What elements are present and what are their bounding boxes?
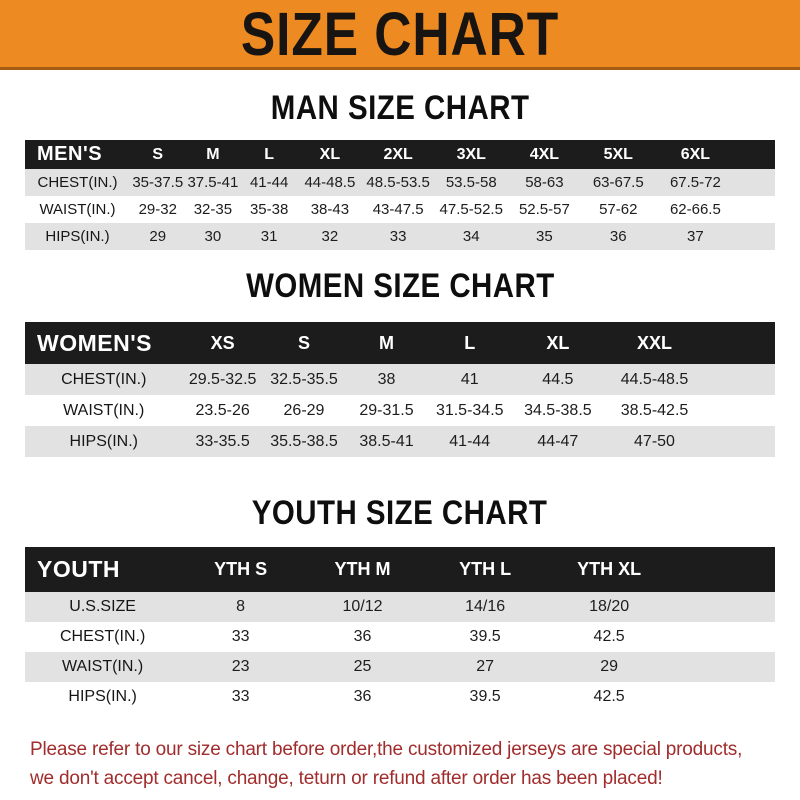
size-cell: 32-35 bbox=[193, 201, 233, 218]
size-cell: 41-44 bbox=[449, 432, 491, 450]
size-column-header: XL bbox=[546, 332, 570, 353]
row-label: HIPS(IN.) bbox=[69, 432, 138, 450]
row-label: WAIST(IN.) bbox=[62, 658, 144, 675]
youth-ussize-row bbox=[25, 592, 775, 622]
size-column-header: 2XL bbox=[383, 145, 413, 163]
size-cell: 23.5-26 bbox=[195, 401, 250, 419]
row-label: CHEST(IN.) bbox=[59, 628, 146, 645]
size-cell: 43-47.5 bbox=[372, 201, 424, 218]
row-label: WAIST(IN.) bbox=[63, 401, 145, 419]
women-size-table bbox=[25, 322, 775, 457]
size-cell: 44.5-48.5 bbox=[620, 370, 689, 388]
size-column-header: M bbox=[206, 145, 220, 163]
size-cell: 31.5-34.5 bbox=[435, 401, 504, 419]
women-waist-row bbox=[25, 395, 775, 426]
size-cell: 8 bbox=[236, 598, 246, 615]
women-section-heading bbox=[0, 265, 800, 306]
disclaimer-line-1: Please refer to our size chart before order,the customized jerseys are special products, bbox=[30, 739, 743, 760]
women-header-row bbox=[25, 322, 775, 364]
size-column-header: YTH S bbox=[214, 559, 268, 579]
size-column-header: L bbox=[264, 145, 275, 163]
size-cell: 44.5 bbox=[542, 370, 574, 388]
size-cell: 52.5-57 bbox=[518, 201, 570, 218]
size-cell: 32.5-35.5 bbox=[270, 370, 338, 388]
size-cell: 35-38 bbox=[249, 201, 289, 218]
youth-section-heading bbox=[0, 492, 800, 533]
banner-title: SIZE CHART bbox=[240, 0, 560, 69]
size-column-header: 5XL bbox=[603, 145, 633, 163]
row-label: HIPS(IN.) bbox=[45, 228, 110, 245]
size-cell: 36 bbox=[353, 688, 372, 705]
order-disclaimer bbox=[30, 736, 780, 793]
size-cell: 35-37.5 bbox=[132, 174, 184, 191]
disclaimer-line-2: we don't accept cancel, change, teturn or refund after order has been placed! bbox=[30, 767, 663, 789]
size-cell: 26-29 bbox=[283, 401, 325, 419]
size-cell: 34 bbox=[462, 228, 480, 245]
size-cell: 33-35.5 bbox=[195, 432, 250, 450]
women-hips-row bbox=[25, 426, 775, 457]
men-chest-row bbox=[25, 169, 775, 196]
row-label: WAIST(IN.) bbox=[39, 201, 116, 218]
man-section-heading bbox=[0, 87, 800, 128]
size-cell: 32 bbox=[321, 228, 339, 245]
size-column-header: 6XL bbox=[680, 145, 711, 163]
size-cell: 42.5 bbox=[593, 688, 625, 705]
size-cell: 37 bbox=[687, 228, 704, 245]
size-cell: 36 bbox=[353, 628, 372, 645]
women-heading-text: WOMEN SIZE CHART bbox=[245, 265, 555, 306]
size-column-header: L bbox=[464, 332, 476, 353]
size-cell: 67.5-72 bbox=[669, 174, 721, 191]
youth-header-row bbox=[25, 547, 775, 592]
size-cell: 33 bbox=[389, 228, 407, 245]
men-size-table bbox=[25, 140, 775, 250]
size-cell: 31 bbox=[260, 228, 278, 245]
youth-waist-row bbox=[25, 652, 775, 682]
size-cell: 38.5-41 bbox=[359, 432, 414, 450]
size-cell: 35 bbox=[536, 228, 553, 245]
size-cell: 36 bbox=[609, 228, 627, 245]
women-chest-row bbox=[25, 364, 775, 395]
size-column-header: S bbox=[297, 332, 310, 353]
youth-chest-row bbox=[25, 622, 775, 652]
size-chart-banner bbox=[0, 0, 800, 70]
row-label: CHEST(IN.) bbox=[61, 370, 147, 388]
size-cell: 57-62 bbox=[599, 201, 638, 218]
size-column-header: YTH L bbox=[459, 559, 512, 579]
size-cell: 48.5-53.5 bbox=[366, 174, 430, 191]
size-column-header: 4XL bbox=[529, 145, 560, 163]
size-cell: 29 bbox=[600, 658, 619, 675]
row-label: CHEST(IN.) bbox=[37, 174, 118, 191]
size-cell: 63-67.5 bbox=[592, 174, 644, 191]
men-header-row bbox=[25, 140, 775, 169]
size-column-header: XS bbox=[210, 332, 235, 353]
size-cell: 38-43 bbox=[310, 201, 350, 218]
youth-size-table bbox=[25, 547, 775, 712]
size-cell: 38 bbox=[377, 370, 396, 388]
men-hips-row bbox=[25, 223, 775, 250]
youth-table-label: YOUTH bbox=[37, 556, 120, 582]
man-heading-text: MAN SIZE CHART bbox=[270, 87, 530, 128]
size-cell: 47-50 bbox=[634, 432, 675, 450]
size-cell: 10/12 bbox=[342, 598, 383, 615]
size-cell: 39.5 bbox=[469, 688, 501, 705]
size-cell: 38.5-42.5 bbox=[620, 401, 689, 419]
size-column-header: S bbox=[152, 145, 164, 163]
size-cell: 47.5-52.5 bbox=[439, 201, 503, 218]
size-cell: 62-66.5 bbox=[669, 201, 721, 218]
size-cell: 14/16 bbox=[465, 598, 506, 615]
size-cell: 37.5-41 bbox=[187, 174, 239, 191]
size-cell: 35.5-38.5 bbox=[270, 432, 338, 450]
size-cell: 29.5-32.5 bbox=[188, 370, 257, 388]
size-column-header: XXL bbox=[636, 332, 672, 353]
women-table-label: WOMEN'S bbox=[37, 329, 153, 356]
youth-hips-row bbox=[25, 682, 775, 712]
size-cell: 18/20 bbox=[589, 598, 630, 615]
men-waist-row bbox=[25, 196, 775, 223]
size-column-header: XL bbox=[319, 145, 341, 163]
size-cell: 27 bbox=[476, 658, 495, 675]
size-cell: 41 bbox=[460, 370, 479, 388]
size-cell: 53.5-58 bbox=[445, 174, 497, 191]
youth-heading-text: YOUTH SIZE CHART bbox=[252, 492, 548, 533]
size-cell: 42.5 bbox=[593, 628, 625, 645]
size-cell: 44-47 bbox=[537, 432, 579, 450]
size-cell: 58-63 bbox=[525, 174, 564, 191]
size-cell: 41-44 bbox=[249, 174, 289, 191]
size-cell: 33 bbox=[231, 628, 250, 645]
size-cell: 34.5-38.5 bbox=[524, 401, 592, 419]
size-column-header: 3XL bbox=[456, 145, 486, 163]
size-column-header: YTH M bbox=[334, 559, 391, 579]
men-table-label: MEN'S bbox=[37, 143, 103, 165]
row-label: U.S.SIZE bbox=[69, 598, 136, 615]
size-cell: 39.5 bbox=[469, 628, 501, 645]
row-label: HIPS(IN.) bbox=[68, 688, 137, 705]
size-column-header: M bbox=[379, 332, 394, 353]
size-cell: 29-31.5 bbox=[359, 401, 414, 419]
size-cell: 25 bbox=[353, 658, 372, 675]
size-cell: 30 bbox=[204, 228, 222, 245]
size-cell: 33 bbox=[231, 688, 250, 705]
size-cell: 44-48.5 bbox=[304, 174, 356, 191]
size-cell: 29 bbox=[149, 228, 167, 245]
size-cell: 23 bbox=[231, 658, 250, 675]
size-cell: 29-32 bbox=[138, 201, 177, 218]
size-column-header: YTH XL bbox=[577, 559, 642, 579]
